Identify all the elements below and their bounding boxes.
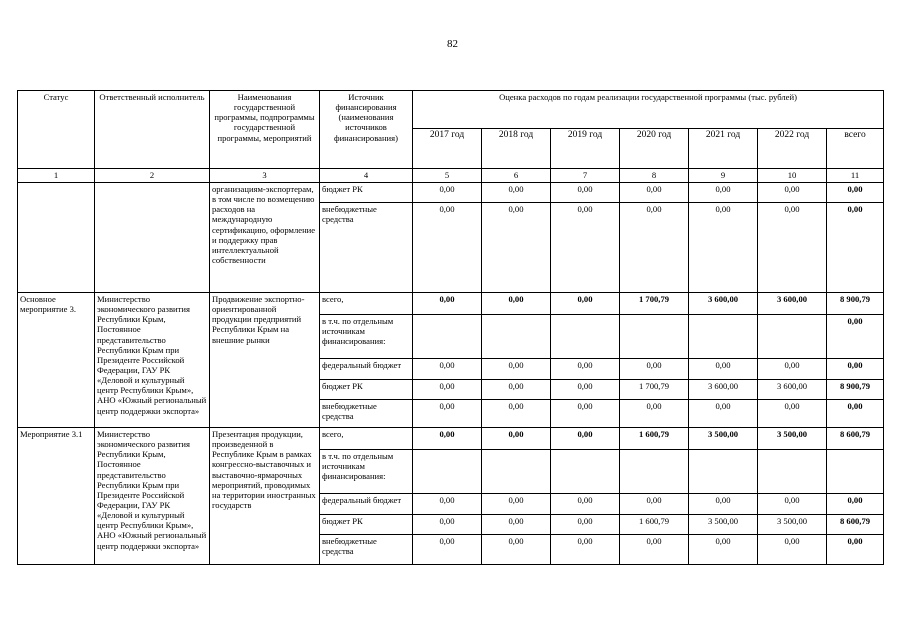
header-status: Статус (18, 91, 95, 169)
value-cell: 3 500,00 (689, 428, 758, 450)
value-cell: 0,00 (689, 535, 758, 565)
total-cell: 8 900,79 (827, 293, 884, 315)
column-index: 5 (413, 169, 482, 183)
value-cell: 0,00 (551, 203, 620, 293)
value-cell (413, 450, 482, 494)
page-number: 82 (447, 38, 458, 50)
total-cell: 0,00 (827, 494, 884, 515)
source-cell: всего, (320, 293, 413, 315)
value-cell: 0,00 (482, 359, 551, 380)
source-cell: в т.ч. по отдельным источникам финансирования: (320, 450, 413, 494)
header-year: 2020 год (620, 129, 689, 169)
source-cell: федеральный бюджет (320, 494, 413, 515)
total-cell: 0,00 (827, 535, 884, 565)
value-cell: 0,00 (482, 203, 551, 293)
column-index: 3 (210, 169, 320, 183)
value-cell (620, 315, 689, 359)
executor-cell: Министерство экономического развития Республики Крым, Постоянное представительство Республики Крым при Президенте Российской Федерации, ГАУ РК «Деловой и культурный центр Республики Крым», АНО «Южный региональный центр поддержки экспорта» (95, 428, 210, 565)
value-cell: 1 600,79 (620, 515, 689, 535)
value-cell: 3 500,00 (758, 515, 827, 535)
value-cell: 3 600,00 (758, 380, 827, 400)
value-cell: 0,00 (689, 359, 758, 380)
total-cell: 8 900,79 (827, 380, 884, 400)
value-cell: 0,00 (413, 183, 482, 203)
source-cell: в т.ч. по отдельным источникам финансирования: (320, 315, 413, 359)
header-year: 2022 год (758, 129, 827, 169)
header-year: 2021 год (689, 129, 758, 169)
measure-name: Презентация продукции, произведенной в Республике Крым в рамках конгрессно-выставочных и выставочно-ярмарочных мероприятий, проводимых на территории иностранных государств (210, 428, 320, 565)
value-cell: 1 600,79 (620, 428, 689, 450)
table-row (18, 428, 884, 450)
value-cell: 0,00 (551, 293, 620, 315)
value-cell: 0,00 (758, 535, 827, 565)
source-cell: бюджет РК (320, 183, 413, 203)
column-index: 6 (482, 169, 551, 183)
value-cell (413, 315, 482, 359)
total-cell: 8 600,79 (827, 428, 884, 450)
source-cell: внебюджетные средства (320, 535, 413, 565)
total-cell: 0,00 (827, 203, 884, 293)
value-cell: 0,00 (758, 494, 827, 515)
executor-cell (95, 183, 210, 293)
value-cell: 0,00 (689, 203, 758, 293)
table-row (18, 183, 884, 203)
value-cell: 0,00 (413, 400, 482, 428)
value-cell: 0,00 (689, 400, 758, 428)
column-index: 4 (320, 169, 413, 183)
total-cell: 8 600,79 (827, 515, 884, 535)
value-cell: 0,00 (551, 428, 620, 450)
value-cell: 0,00 (482, 494, 551, 515)
value-cell: 1 700,79 (620, 293, 689, 315)
value-cell: 0,00 (551, 535, 620, 565)
header-year: 2018 год (482, 129, 551, 169)
total-cell: 0,00 (827, 183, 884, 203)
value-cell: 0,00 (551, 494, 620, 515)
value-cell: 0,00 (551, 380, 620, 400)
value-cell: 0,00 (413, 535, 482, 565)
status-cell: Основное мероприятие 3. (18, 293, 95, 428)
table-row (18, 293, 884, 315)
value-cell: 0,00 (413, 515, 482, 535)
value-cell (758, 315, 827, 359)
value-cell (482, 315, 551, 359)
value-cell: 0,00 (758, 183, 827, 203)
column-index: 9 (689, 169, 758, 183)
value-cell (758, 450, 827, 494)
column-index: 7 (551, 169, 620, 183)
source-cell: внебюджетные средства (320, 400, 413, 428)
total-cell: 0,00 (827, 315, 884, 359)
value-cell: 0,00 (413, 203, 482, 293)
status-cell (18, 183, 95, 293)
source-cell: федеральный бюджет (320, 359, 413, 380)
header-source: Источник финансирования (наименования источников финансирования) (320, 91, 413, 169)
value-cell: 0,00 (689, 183, 758, 203)
value-cell: 0,00 (482, 428, 551, 450)
value-cell: 0,00 (482, 515, 551, 535)
value-cell: 3 500,00 (689, 515, 758, 535)
column-index: 8 (620, 169, 689, 183)
header-year: 2019 год (551, 129, 620, 169)
value-cell: 3 500,00 (758, 428, 827, 450)
total-cell: 0,00 (827, 400, 884, 428)
value-cell: 0,00 (620, 359, 689, 380)
value-cell: 0,00 (758, 359, 827, 380)
header-estimate: Оценка расходов по годам реализации государственной программы (тыс. рублей) (413, 91, 884, 129)
status-cell: Мероприятие 3.1 (18, 428, 95, 565)
header-year: 2017 год (413, 129, 482, 169)
value-cell: 0,00 (482, 535, 551, 565)
value-cell (551, 315, 620, 359)
value-cell (551, 450, 620, 494)
value-cell: 0,00 (413, 359, 482, 380)
value-cell: 0,00 (413, 293, 482, 315)
total-cell (827, 450, 884, 494)
column-index: 1 (18, 169, 95, 183)
value-cell: 0,00 (413, 380, 482, 400)
column-index: 10 (758, 169, 827, 183)
value-cell: 0,00 (551, 359, 620, 380)
expenditure-table (17, 90, 884, 565)
value-cell: 0,00 (620, 535, 689, 565)
value-cell: 3 600,00 (758, 293, 827, 315)
value-cell (482, 450, 551, 494)
value-cell: 0,00 (551, 400, 620, 428)
value-cell: 0,00 (482, 183, 551, 203)
value-cell: 0,00 (620, 494, 689, 515)
header-name: Наименования государственной программы, подпрограммы государственной программы, мероприятий (210, 91, 320, 169)
total-cell: 0,00 (827, 359, 884, 380)
value-cell: 3 600,00 (689, 380, 758, 400)
value-cell (620, 450, 689, 494)
source-cell: бюджет РК (320, 380, 413, 400)
measure-name: организациям-экспортерам, в том числе по возмещению расходов на международную сертификацию, оформление и поддержку прав интеллектуальной собственности (210, 183, 320, 293)
source-cell: бюджет РК (320, 515, 413, 535)
header-total: всего (827, 129, 884, 169)
value-cell: 1 700,79 (620, 380, 689, 400)
value-cell: 0,00 (551, 515, 620, 535)
value-cell: 0,00 (758, 203, 827, 293)
value-cell: 0,00 (413, 428, 482, 450)
value-cell: 0,00 (758, 400, 827, 428)
value-cell (689, 315, 758, 359)
value-cell: 0,00 (482, 293, 551, 315)
source-cell: всего, (320, 428, 413, 450)
value-cell: 0,00 (620, 183, 689, 203)
source-cell: внебюджетные средства (320, 203, 413, 293)
value-cell: 0,00 (482, 380, 551, 400)
value-cell (689, 450, 758, 494)
measure-name: Продвижение экспортно-ориентированной продукции предприятий Республики Крым на внешние рынки (210, 293, 320, 428)
value-cell: 0,00 (551, 183, 620, 203)
value-cell: 0,00 (689, 494, 758, 515)
column-index: 11 (827, 169, 884, 183)
value-cell: 0,00 (482, 400, 551, 428)
value-cell: 0,00 (620, 203, 689, 293)
value-cell: 0,00 (620, 400, 689, 428)
column-index: 2 (95, 169, 210, 183)
value-cell: 3 600,00 (689, 293, 758, 315)
executor-cell: Министерство экономического развития Республики Крым, Постоянное представительство Республики Крым при Президенте Российской Федерации, ГАУ РК «Деловой и культурный центр Республики Крым», АНО «Южный региональный центр поддержки экспорта» (95, 293, 210, 428)
value-cell: 0,00 (413, 494, 482, 515)
header-executor: Ответственный исполнитель (95, 91, 210, 169)
